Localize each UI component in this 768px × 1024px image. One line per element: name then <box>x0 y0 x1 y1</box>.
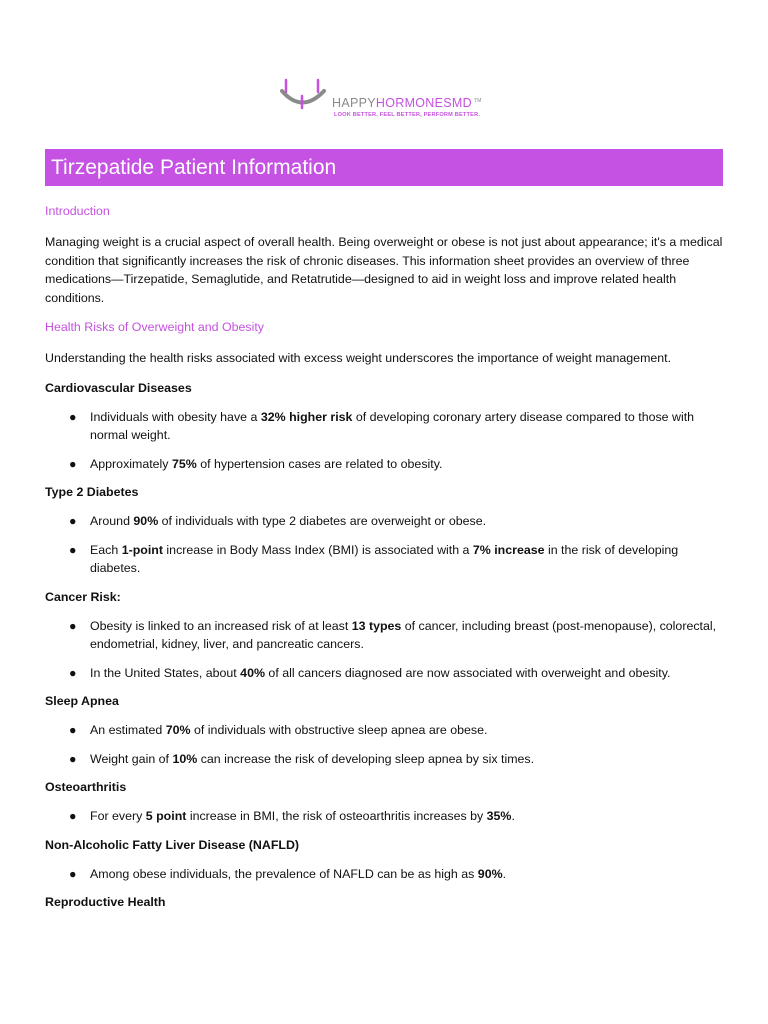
bullet-dot: ● <box>69 866 77 881</box>
subheading-nafld: Non-Alcoholic Fatty Liver Disease (NAFLD) <box>45 837 300 852</box>
list-item: ● Among obese individuals, the prevalence of NAFLD can be as high as 90%. <box>45 865 725 884</box>
subheading-cancer-risk: Cancer Risk: <box>45 589 121 604</box>
cancer-list <box>45 617 725 683</box>
health-risks-lead: Understanding the health risks associated with excess weight underscores the importance of weight management. <box>45 351 672 365</box>
logo-tagline: LOOK BETTER, FEEL BETTER, PERFORM BETTER. <box>334 112 481 118</box>
section-heading-health-risks: Health Risks of Overweight and Obesity <box>45 320 264 334</box>
list-item: ● For every 5 point increase in BMI, the risk of osteoarthritis increases by 35%. <box>45 807 725 826</box>
list-item: ● Obesity is linked to an increased risk of at least 13 types of cancer, including breast (post-menopause), colorectal, endometrial, kidney, liver, and pancreatic cancers. <box>69 618 717 651</box>
bullet-dot: ● <box>69 456 77 471</box>
section-heading-introduction: Introduction <box>45 204 110 218</box>
list-item: ● Individuals with obesity have a 32% higher risk of developing coronary artery disease compared to those with normal weight. <box>69 409 695 442</box>
list-item: ● Each 1-point increase in Body Mass Index (BMI) is associated with a 7% increase in the risk of developing diabetes. <box>69 542 679 575</box>
bullet-dot: ● <box>69 409 77 424</box>
osteoarthritis-list <box>45 807 725 826</box>
sleep-apnea-list <box>45 721 725 768</box>
bullet-dot: ● <box>69 542 77 557</box>
list-item: ● In the United States, about 40% of all cancers diagnosed are now associated with overweight and obesity. <box>45 664 725 683</box>
bullet-dot: ● <box>69 514 77 528</box>
subheading-cardiovascular: Cardiovascular Diseases <box>45 380 192 395</box>
hourglass-logo-icon <box>280 74 330 114</box>
list-item: ● Around 90% of individuals with type 2 diabetes are overweight or obese. <box>45 512 725 531</box>
bullet-dot: ● <box>69 723 77 737</box>
subheading-type-2-diabetes: Type 2 Diabetes <box>45 485 139 499</box>
diabetes-list <box>45 512 725 578</box>
logo-word-hormonesmd: HORMONESMD <box>375 96 472 110</box>
subheading-reproductive-health: Reproductive Health <box>45 895 166 909</box>
list-item: ● Approximately 75% of hypertension cases are related to obesity. <box>45 455 725 474</box>
cardiovascular-list <box>45 408 725 474</box>
nafld-list <box>45 865 725 884</box>
bullet-dot: ● <box>69 751 77 766</box>
bullet-dot: ● <box>69 665 77 680</box>
document-body <box>45 203 725 922</box>
subheading-osteoarthritis: Osteoarthritis <box>45 780 127 794</box>
list-item: ● An estimated 70% of individuals with obstructive sleep apnea are obese. <box>45 721 725 740</box>
page-title: Tirzepatide Patient Information <box>45 149 723 186</box>
list-item: ● Weight gain of 10% can increase the risk of developing sleep apnea by six times. <box>45 750 725 769</box>
bullet-dot: ● <box>69 618 77 633</box>
logo-wordmark <box>332 96 482 110</box>
logo-word-happy: HAPPY <box>332 96 376 110</box>
intro-paragraph: Managing weight is a crucial aspect of overall health. Being overweight or obese is not just about appearance; it's a medical condition that significantly increases the risk of chronic diseases. This information sheet provides an overview of three medications—Tirzepatide, Semaglutide, and Retatrutide—designed to aid in weight loss and improve related health conditions. <box>45 235 723 305</box>
logo-trademark: TM <box>473 97 482 104</box>
bullet-dot: ● <box>69 809 77 823</box>
subheading-sleep-apnea: Sleep Apnea <box>45 694 119 708</box>
brand-logo <box>280 74 500 124</box>
